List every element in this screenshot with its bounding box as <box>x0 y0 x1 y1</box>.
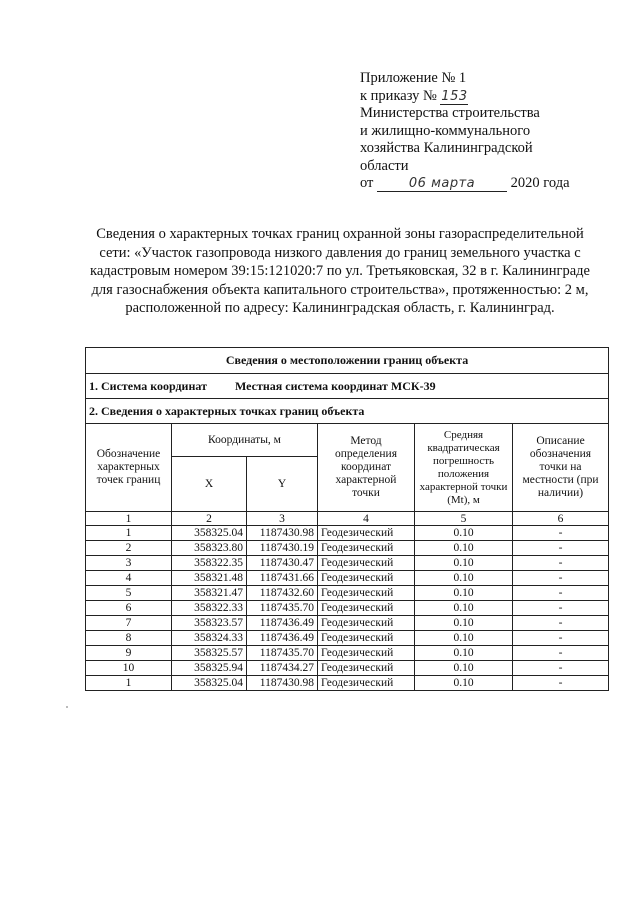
cell-description: - <box>513 586 609 601</box>
column-number: 1 <box>86 512 172 526</box>
cell-method: Геодезический <box>318 586 415 601</box>
column-number: 3 <box>247 512 318 526</box>
column-number: 4 <box>318 512 415 526</box>
cell-y: 1187434.27 <box>247 661 318 676</box>
cell-x: 358323.57 <box>172 616 247 631</box>
cell-point: 4 <box>86 571 172 586</box>
cell-method: Геодезический <box>318 526 415 541</box>
cell-y: 1187430.98 <box>247 526 318 541</box>
cell-method: Геодезический <box>318 541 415 556</box>
table-row <box>86 586 609 601</box>
col-method-header: Метод определения координат характерной точки <box>318 424 415 512</box>
table-row <box>86 556 609 571</box>
cell-description: - <box>513 631 609 646</box>
appendix-number: Приложение № 1 <box>360 70 467 86</box>
cell-description: - <box>513 616 609 631</box>
cell-y: 1187430.47 <box>247 556 318 571</box>
cell-x: 358322.33 <box>172 601 247 616</box>
cell-error: 0.10 <box>415 631 513 646</box>
cell-error: 0.10 <box>415 541 513 556</box>
ministry-line-4: области <box>360 157 409 174</box>
cell-description: - <box>513 676 609 691</box>
col-designation-header: Обозначение характерных точек границ <box>86 424 172 512</box>
cell-point: 5 <box>86 586 172 601</box>
header-row-1 <box>86 424 609 457</box>
cell-x: 358325.94 <box>172 661 247 676</box>
ministry-line-3: хозяйства Калининградской <box>360 140 533 156</box>
cell-point: 1 <box>86 526 172 541</box>
cell-x: 358323.80 <box>172 541 247 556</box>
table-row <box>86 646 609 661</box>
table-title: Сведения о местоположении границ объекта <box>86 348 609 374</box>
cell-method: Геодезический <box>318 646 415 661</box>
appendix-header <box>360 70 610 193</box>
ministry-line-1: Министерства строительства <box>360 105 540 121</box>
table-row <box>86 676 609 691</box>
cell-point: 7 <box>86 616 172 631</box>
cell-point: 3 <box>86 556 172 571</box>
cell-error: 0.10 <box>415 601 513 616</box>
cell-method: Геодезический <box>318 556 415 571</box>
cell-x: 358324.33 <box>172 631 247 646</box>
col-error-header: Средняя квадратическая погрешность положения характерной точки (Mt), м <box>415 424 513 512</box>
cell-error: 0.10 <box>415 661 513 676</box>
column-number: 5 <box>415 512 513 526</box>
table-row <box>86 526 609 541</box>
cell-y: 1187431.66 <box>247 571 318 586</box>
handwritten-order-number: 153 <box>441 88 468 104</box>
cell-error: 0.10 <box>415 676 513 691</box>
cell-y: 1187430.98 <box>247 676 318 691</box>
coord-system-row <box>86 374 609 399</box>
cell-x: 358325.04 <box>172 526 247 541</box>
cell-point: 1 <box>86 676 172 691</box>
cell-method: Геодезический <box>318 631 415 646</box>
column-number: 6 <box>513 512 609 526</box>
cell-y: 1187436.49 <box>247 616 318 631</box>
cell-error: 0.10 <box>415 526 513 541</box>
cell-error: 0.10 <box>415 586 513 601</box>
cell-y: 1187435.70 <box>247 646 318 661</box>
cell-point: 10 <box>86 661 172 676</box>
cell-y: 1187430.19 <box>247 541 318 556</box>
ministry-line-2: и жилищно-коммунального <box>360 122 531 139</box>
scan-speck <box>66 706 68 708</box>
cell-point: 8 <box>86 631 172 646</box>
table-title-row <box>86 348 609 374</box>
cell-x: 358321.48 <box>172 571 247 586</box>
cell-y: 1187435.70 <box>247 601 318 616</box>
coord-system-value: Местная система координат МСК-39 <box>234 378 436 393</box>
cell-error: 0.10 <box>415 571 513 586</box>
cell-x: 358325.57 <box>172 646 247 661</box>
col-y-header: Y <box>247 457 318 512</box>
table-body <box>86 526 609 691</box>
column-number: 2 <box>172 512 247 526</box>
cell-description: - <box>513 526 609 541</box>
document-heading: Сведения о характерных точках границ охранной зоны газораспределительной сети: «Участок газопровода низкого давления до границ земельного участка с кадастровым номером 39:15:121020:7 по ул. Третьяковская, 32 в г. Калининграде для газоснабжения объекта капитального строительства», протяженностью: 2 м, расположенной по адресу: Калининградская область, г. Калининград. <box>90 226 590 316</box>
table-row <box>86 541 609 556</box>
boundary-points-table <box>85 347 609 691</box>
col-x-header: X <box>172 457 247 512</box>
table-row <box>86 571 609 586</box>
cell-description: - <box>513 661 609 676</box>
cell-point: 6 <box>86 601 172 616</box>
cell-x: 358321.47 <box>172 586 247 601</box>
cell-point: 9 <box>86 646 172 661</box>
table-row <box>86 616 609 631</box>
cell-x: 358322.35 <box>172 556 247 571</box>
cell-description: - <box>513 571 609 586</box>
cell-y: 1187436.49 <box>247 631 318 646</box>
coord-system-label: 1. Система координат <box>89 378 207 393</box>
handwritten-date: 06 марта <box>377 177 507 192</box>
cell-method: Геодезический <box>318 571 415 586</box>
cell-error: 0.10 <box>415 616 513 631</box>
cell-error: 0.10 <box>415 646 513 661</box>
cell-description: - <box>513 556 609 571</box>
table-row <box>86 661 609 676</box>
cell-x: 358325.04 <box>172 676 247 691</box>
cell-description: - <box>513 601 609 616</box>
col-coords-header: Координаты, м <box>172 424 318 457</box>
order-date: от 06 марта 2020 года <box>360 175 570 191</box>
points-section-row <box>86 399 609 424</box>
cell-method: Геодезический <box>318 676 415 691</box>
col-description-header: Описание обозначения точки на местности (при наличии) <box>513 424 609 512</box>
cell-y: 1187432.60 <box>247 586 318 601</box>
cell-point: 2 <box>86 541 172 556</box>
column-number-row <box>86 512 609 526</box>
order-reference: к приказу № 153 <box>360 87 468 104</box>
cell-method: Геодезический <box>318 661 415 676</box>
cell-description: - <box>513 541 609 556</box>
table-row <box>86 631 609 646</box>
cell-method: Геодезический <box>318 616 415 631</box>
points-section-label: 2. Сведения о характерных точках границ объекта <box>86 399 609 424</box>
cell-method: Геодезический <box>318 601 415 616</box>
cell-description: - <box>513 646 609 661</box>
table-row <box>86 601 609 616</box>
cell-error: 0.10 <box>415 556 513 571</box>
